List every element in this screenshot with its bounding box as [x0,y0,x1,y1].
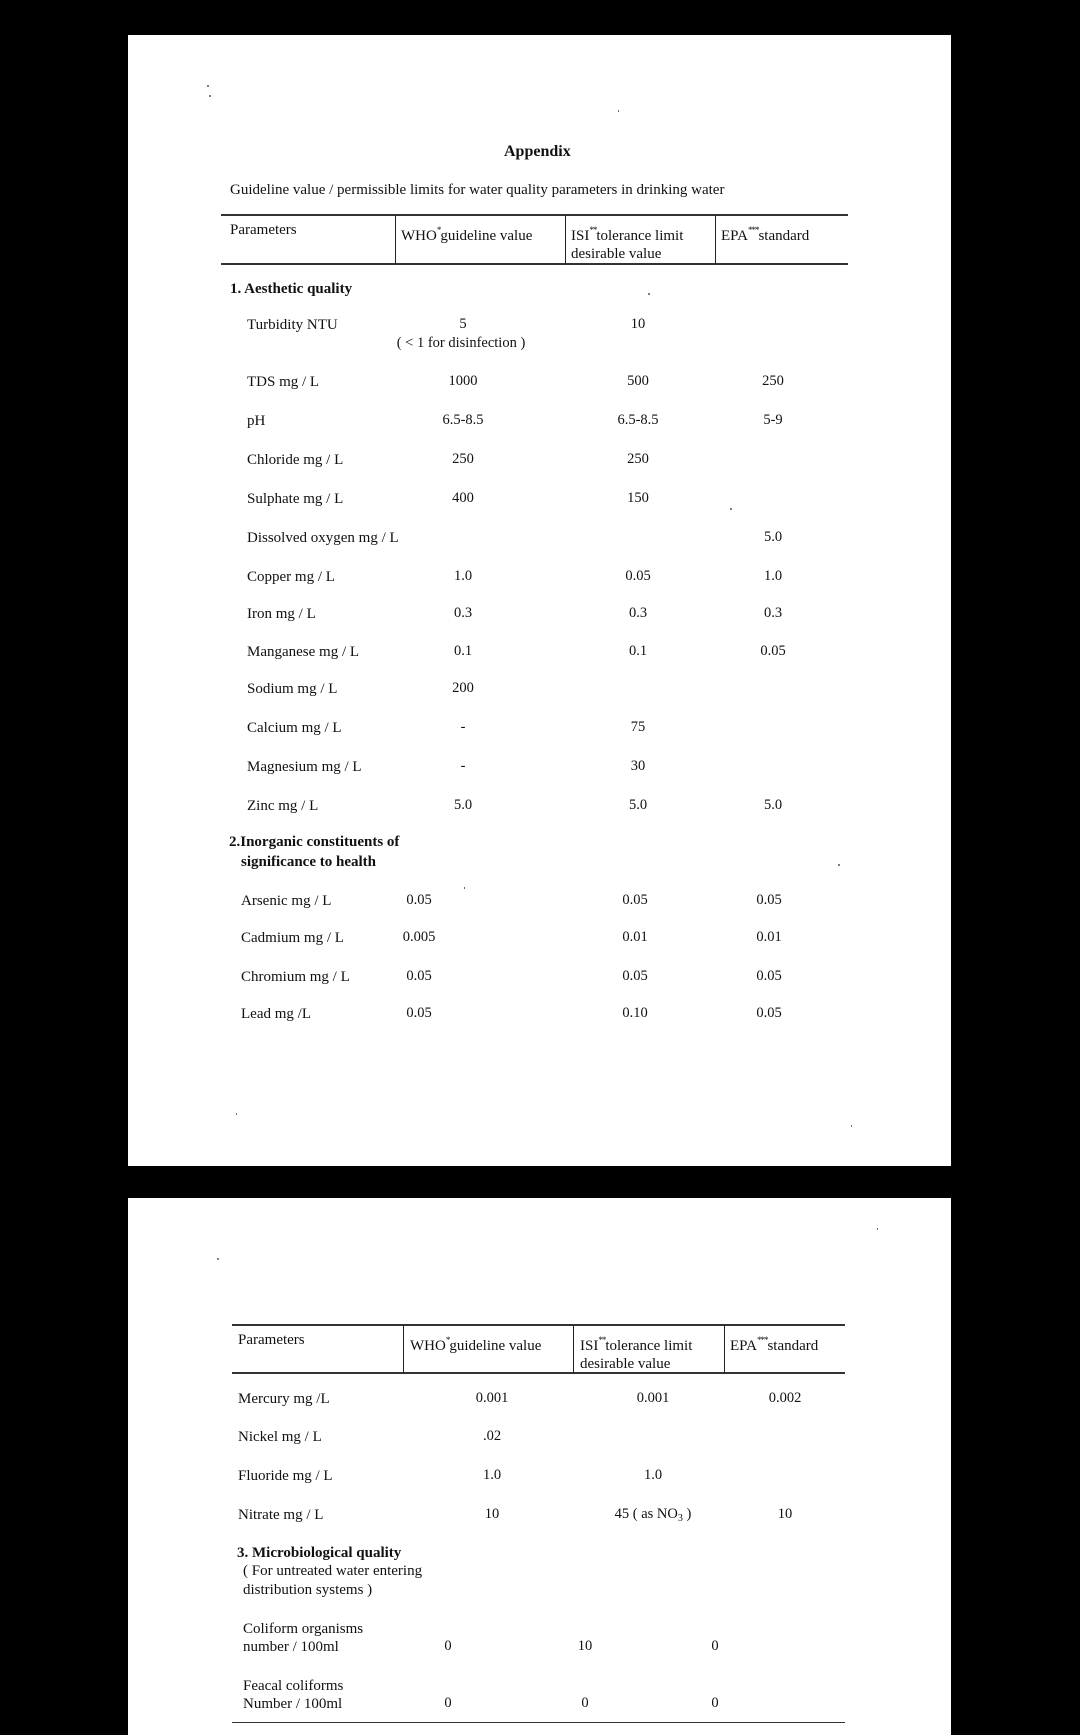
epa-value: 250 [762,373,784,389]
parameter-name: pH [247,413,266,429]
parameter-name: TDS mg / L [247,374,320,390]
parameter-name: Magnesium mg / L [247,759,362,775]
scan-speck [730,508,732,510]
nitrate-isi-close: ) [682,1506,692,1522]
footnote-mark: *** [747,225,759,235]
table-bottom-rule [232,1722,845,1723]
header-epa [721,221,809,245]
who-value: 0.001 [475,1390,509,1406]
epa-value: 5-9 [763,412,783,428]
who-value: 0.1 [453,643,473,659]
header-bottom-rule [221,263,848,265]
who-value: 1000 [448,373,478,389]
parameter-name: Nickel mg / L [238,1429,322,1445]
column-divider [715,215,716,264]
scan-speck [877,1228,878,1230]
header-isi-label: ISI [571,228,590,244]
who-value: 1.0 [453,568,473,584]
column-divider [403,1325,404,1373]
header-bottom-rule [232,1372,845,1374]
scan-speck [207,85,209,87]
isi-value: 0.001 [636,1390,670,1406]
footnote-mark: *** [756,1335,768,1345]
header-epa-rest: standard [767,1338,819,1354]
who-value: 0 [444,1638,452,1654]
epa-value: 0.05 [760,643,786,659]
header-epa [730,1331,818,1355]
scan-speck [209,95,211,97]
isi-value: 75 [630,719,646,735]
who-value: 250 [452,451,474,467]
parameter-name: Chromium mg / L [241,969,350,985]
parameter-name: Calcium mg / L [247,720,342,736]
parameter-name: Cadmium mg / L [241,930,344,946]
epa-value: 1.0 [763,568,783,584]
who-value: - [460,758,466,774]
footnote-mark: * [445,1335,450,1345]
who-value: 400 [452,490,474,506]
epa-value: 10 [777,1506,793,1522]
isi-value: 0.05 [622,892,648,908]
epa-value: 0.002 [768,1390,802,1406]
isi-value: 0.01 [622,929,648,945]
nitrate-isi-value [615,1506,692,1524]
header-who-rest: guideline value [440,228,533,244]
section-heading-line2: significance to health [241,854,376,870]
isi-value: 6.5-8.5 [617,412,659,428]
header-parameters: Parameters [230,222,297,238]
who-value: 1.0 [482,1467,502,1483]
parameter-unit: Number / 100ml [243,1696,343,1712]
section-heading: 3. Microbiological quality [237,1545,402,1561]
header-isi [580,1331,692,1373]
parameter-name: Fluoride mg / L [238,1468,333,1484]
who-value: 0.005 [402,929,436,945]
section-note: ( For untreated water entering [243,1563,423,1579]
parameter-name: Manganese mg / L [247,644,360,660]
section-heading: 1. Aesthetic quality [230,281,353,297]
who-value: 0.05 [406,892,432,908]
document-page-2 [128,1198,951,1735]
isi-value: 500 [627,373,649,389]
scan-speck [648,293,650,295]
header-isi-rest: tolerance limit [596,228,684,244]
isi-value: 250 [627,451,649,467]
epa-value: 0.05 [756,968,782,984]
table-top-rule [232,1324,845,1326]
parameter-name: Sulphate mg / L [247,491,344,507]
parameter-name: Copper mg / L [247,569,335,585]
isi-value: 0.05 [622,968,648,984]
header-isi [571,221,683,263]
parameter-name: Feacal coliforms [243,1678,344,1694]
epa-value: 0 [711,1695,719,1711]
who-value: .02 [482,1428,502,1444]
who-value: 5 [459,316,467,332]
header-isi-label: ISI [580,1338,599,1354]
parameter-name: Sodium mg / L [247,681,338,697]
header-isi-line2: desirable value [571,246,662,262]
section-note: distribution systems ) [243,1582,373,1598]
parameter-name: Turbidity NTU [247,317,338,333]
parameter-name: Chloride mg / L [247,452,344,468]
header-epa-label: EPA [730,1338,757,1354]
column-divider [724,1325,725,1373]
header-isi-line2: desirable value [580,1356,671,1372]
header-who [410,1331,541,1355]
parameter-name: Arsenic mg / L [241,893,332,909]
who-value: 6.5-8.5 [442,412,484,428]
parameter-name: Lead mg /L [241,1006,311,1022]
isi-value: 5.0 [628,797,648,813]
who-value: 0 [444,1695,452,1711]
isi-value: 0.3 [628,605,648,621]
who-value: - [460,719,466,735]
scan-speck [851,1125,852,1127]
isi-value: 1.0 [643,1467,663,1483]
column-divider [565,215,566,264]
table-caption: Guideline value / permissible limits for water quality parameters in drinking water [230,182,725,198]
table-top-rule [221,214,848,216]
parameter-name: Dissolved oxygen mg / L [247,530,399,546]
who-value: 10 [484,1506,500,1522]
header-isi-rest: tolerance limit [605,1338,693,1354]
isi-value: 150 [627,490,649,506]
isi-value: 0 [581,1695,589,1711]
epa-value: 5.0 [763,797,783,813]
who-note: ( < 1 for disinfection ) [396,335,526,351]
parameter-name: Zinc mg / L [247,798,319,814]
epa-value: 0.05 [756,892,782,908]
column-divider [573,1325,574,1373]
who-value: 0.05 [406,1005,432,1021]
isi-value: 10 [577,1638,593,1654]
header-epa-rest: standard [758,228,810,244]
scan-speck [838,864,840,866]
column-divider [395,215,396,264]
footnote-mark: * [436,225,441,235]
who-value: 0.3 [453,605,473,621]
epa-value: 0.05 [756,1005,782,1021]
scan-speck [618,110,619,112]
who-value: 5.0 [453,797,473,813]
nitrate-isi-subscript: 3 [677,1513,683,1524]
isi-value: 0.1 [628,643,648,659]
parameter-name: Iron mg / L [247,606,316,622]
header-who-rest: guideline value [449,1338,542,1354]
isi-value: 0.10 [622,1005,648,1021]
isi-value: 0.05 [625,568,651,584]
parameter-name: Coliform organisms [243,1621,364,1637]
who-value: 200 [452,680,474,696]
document-page-1 [128,35,951,1166]
isi-value: 10 [630,316,646,332]
header-epa-label: EPA [721,228,748,244]
epa-value: 0.01 [756,929,782,945]
epa-value: 5.0 [763,529,783,545]
isi-value: 30 [630,758,646,774]
parameter-unit: number / 100ml [243,1639,339,1655]
nitrate-isi-text: 45 ( as NO [614,1506,678,1522]
header-who-label: WHO [401,228,437,244]
header-parameters: Parameters [238,1332,305,1348]
footnote-mark: ** [589,225,597,235]
scan-speck [236,1113,237,1115]
who-value: 0.05 [406,968,432,984]
epa-value: 0 [711,1638,719,1654]
epa-value: 0.3 [763,605,783,621]
header-who [401,221,532,245]
footnote-mark: ** [598,1335,606,1345]
appendix-title: Appendix [504,143,571,160]
scan-speck [217,1258,219,1260]
parameter-name: Nitrate mg / L [238,1507,324,1523]
section-heading: 2.Inorganic constituents of [229,834,400,850]
header-who-label: WHO [410,1338,446,1354]
parameter-name: Mercury mg /L [238,1391,330,1407]
scan-speck [464,887,465,889]
